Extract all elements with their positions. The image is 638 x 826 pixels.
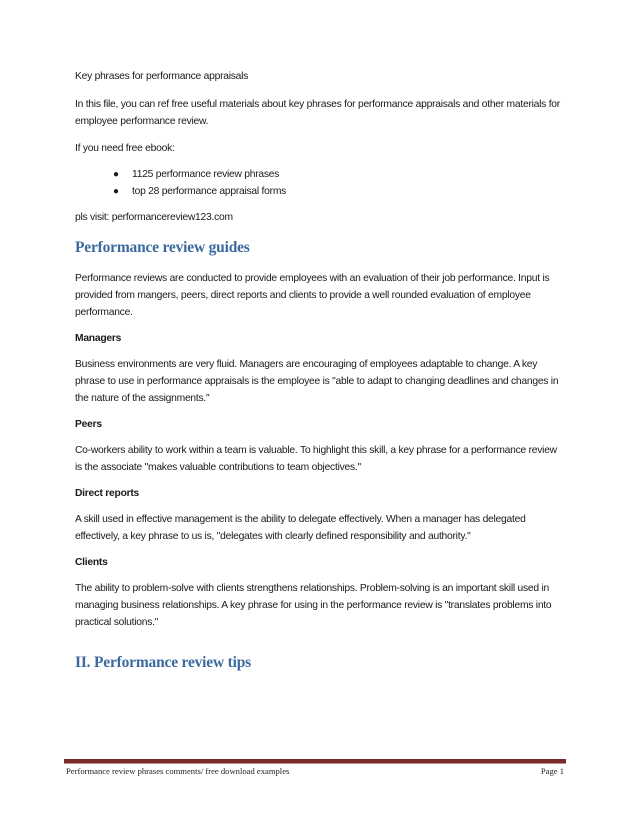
guides-intro-paragraph: Performance reviews are conducted to provide employees with an evaluation of their job performance. Input is provided from mangers, peers, direct reports and clients to provide a well rounded evaluation of employee performance. xyxy=(75,273,550,318)
section-heading-tips: II. Performance review tips xyxy=(75,654,251,671)
list-item xyxy=(75,183,565,200)
list-item-text: 1125 performance review phrases xyxy=(132,169,280,180)
footer-text: Performance review phrases comments/ free download examples xyxy=(66,766,290,776)
subheading-clients: Clients xyxy=(75,557,108,568)
ebook-prompt: If you need free ebook: xyxy=(75,143,175,154)
bullet-icon: ● xyxy=(113,186,119,197)
page-number: Page 1 xyxy=(540,766,564,776)
list-item-text: top 28 performance appraisal forms xyxy=(132,186,287,197)
subheading-managers: Managers xyxy=(75,333,122,344)
peers-paragraph: Co-workers ability to work within a team is valuable. To highlight this skill, a key phrase for a performance review is the associate "makes valuable contributions to team objectives." xyxy=(75,445,557,473)
visit-line: pls visit: performancereview123.com xyxy=(75,212,233,223)
document-title: Key phrases for performance appraisals xyxy=(75,71,249,82)
footer-divider xyxy=(64,759,566,764)
direct-reports-paragraph: A skill used in effective management is the ability to delegate effectively. When a manager has delegated effectively, a key phrase to us is, "delegates with clearly defined responsibility and authority." xyxy=(75,514,526,542)
subheading-peers: Peers xyxy=(75,419,102,430)
bullet-icon: ● xyxy=(113,169,119,180)
document-body xyxy=(75,68,565,673)
intro-paragraph: In this file, you can ref free useful materials about key phrases for performance appraisals and other materials for employee performance review. xyxy=(75,99,560,127)
section-heading-guides: Performance review guides xyxy=(75,239,250,256)
managers-paragraph: Business environments are very fluid. Managers are encouraging of employees adaptable to change. A key phrase to use in performance appraisals is the employee is "able to adapt to changing deadlines and changes in the nature of the assignments." xyxy=(75,359,559,404)
subheading-direct-reports: Direct reports xyxy=(75,488,140,499)
list-item xyxy=(75,166,565,183)
page-footer xyxy=(66,766,564,776)
clients-paragraph: The ability to problem-solve with clients strengthens relationships. Problem-solving is an important skill used in managing business relationships. A key phrase for using in the performance review is "translates problems into practical solutions." xyxy=(75,583,552,628)
ebook-list xyxy=(75,166,565,200)
